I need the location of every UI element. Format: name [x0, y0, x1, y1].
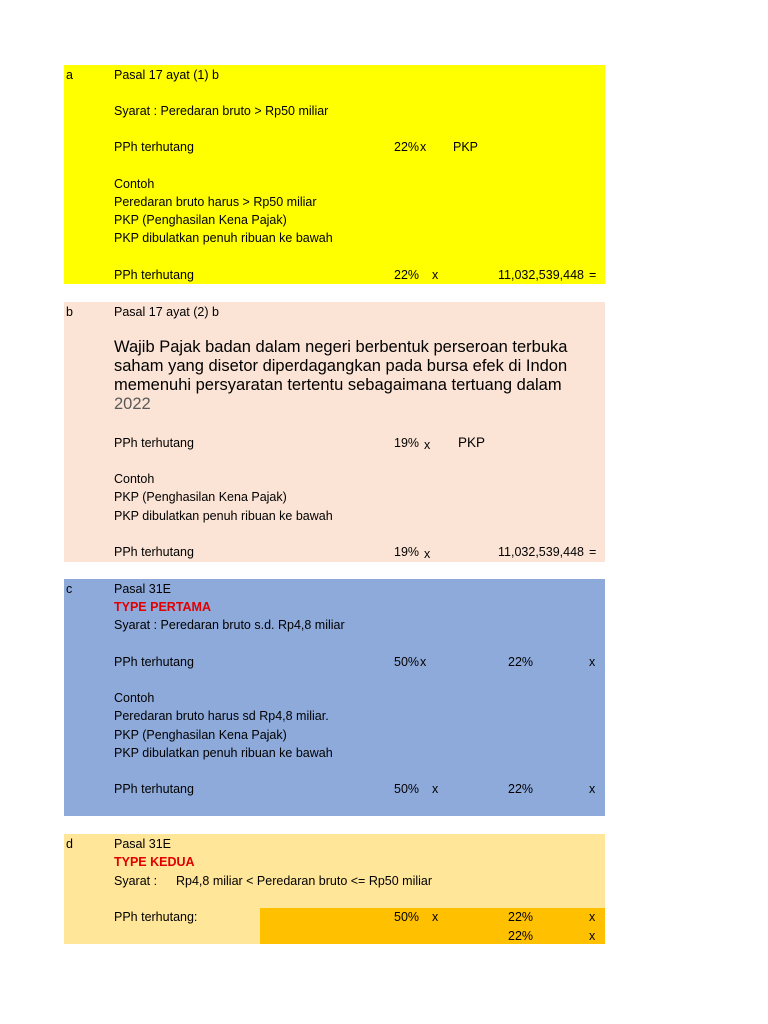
section-a-x: x [420, 140, 427, 154]
section-a-contoh: Contoh [114, 177, 155, 191]
section-b-calc-value: 11,032,539,448 [498, 545, 584, 559]
section-b-contoh: Contoh [114, 472, 155, 486]
section-b-desc-line-1: Wajib Pajak badan dalam negeri berbentuk perseroan terbuka [114, 338, 568, 356]
section-b-description [114, 338, 605, 418]
section-b-letter: b [66, 305, 73, 319]
section-b-line-bulat: PKP dibulatkan penuh ribuan ke bawah [114, 509, 333, 523]
section-c-type: TYPE PERTAMA [114, 600, 211, 614]
section-b-calc-label: PPh terhutang [114, 545, 194, 559]
section-a-line-bulat: PKP dibulatkan penuh ribuan ke bawah [114, 231, 333, 245]
section-d-rate3: 22% [508, 929, 534, 943]
section-c-calc-label: PPh terhutang [114, 782, 194, 796]
section-d-x1: x [432, 910, 439, 924]
section-d-pasal: Pasal 31E [114, 837, 171, 851]
section-c-x2: x [589, 655, 596, 669]
section-c-line-bulat: PKP dibulatkan penuh ribuan ke bawah [114, 746, 333, 760]
section-b-x: x [424, 438, 431, 452]
section-c-calc-x2: x [589, 782, 596, 796]
section-a-calc-eq: = [589, 268, 597, 282]
section-d-syarat-label: Syarat : [114, 874, 158, 888]
section-b-pph-label: PPh terhutang [114, 436, 194, 450]
section-c-letter: c [66, 582, 73, 596]
section-a-pkp: PKP [453, 140, 479, 154]
section-c-calc-x1: x [432, 782, 439, 796]
section-c-calc-rate2: 22% [508, 782, 534, 796]
section-d-x3: x [589, 929, 596, 943]
section-a-calc-rate: 22% [394, 268, 420, 282]
section-a-pasal: Pasal 17 ayat (1) b [114, 68, 219, 82]
section-c-line-peredaran: Peredaran bruto harus sd Rp4,8 miliar. [114, 709, 329, 723]
section-a-rate: 22% [394, 140, 420, 154]
section-c-line-pkp: PKP (Penghasilan Kena Pajak) [114, 728, 287, 742]
section-c-pph-label: PPh terhutang [114, 655, 194, 669]
section-a-pph-label: PPh terhutang [114, 140, 194, 154]
section-b-rate: 19% [394, 436, 420, 450]
section-a-calc-label: PPh terhutang [114, 268, 194, 282]
section-d-x2: x [589, 910, 596, 924]
section-a-letter: a [66, 68, 73, 82]
section-d-pph-label: PPh terhutang: [114, 910, 198, 924]
section-c-rate2: 22% [508, 655, 534, 669]
section-b-pasal: Pasal 17 ayat (2) b [114, 305, 219, 319]
section-c-rate1: 50% [394, 655, 420, 669]
section-a-calc-x: x [432, 268, 439, 282]
section-c-contoh: Contoh [114, 691, 155, 705]
section-b-desc-line-2: saham yang disetor diperdagangkan pada bursa efek di Indon [114, 357, 568, 375]
section-d-rate1: 50% [394, 910, 420, 924]
section-c-x1: x [420, 655, 427, 669]
section-d-type: TYPE KEDUA [114, 855, 195, 869]
section-a-line-peredaran: Peredaran bruto harus > Rp50 miliar [114, 195, 317, 209]
section-d-rate2: 22% [508, 910, 534, 924]
section-b-calc-rate: 19% [394, 545, 420, 559]
section-a-panel [64, 65, 605, 284]
section-b-pkp: PKP [458, 435, 486, 450]
section-c-calc-rate1: 50% [394, 782, 420, 796]
section-b-calc-x: x [424, 547, 431, 561]
section-a-syarat: Syarat : Peredaran bruto > Rp50 miliar [114, 104, 329, 118]
section-a-calc-value: 11,032,539,448 [498, 268, 584, 282]
section-c-syarat: Syarat : Peredaran bruto s.d. Rp4,8 miliar [114, 618, 345, 632]
section-c-pasal: Pasal 31E [114, 582, 171, 596]
section-b-line-pkp: PKP (Penghasilan Kena Pajak) [114, 490, 287, 504]
section-b-desc-line-3: memenuhi persyaratan tertentu sebagaimana tertuang dalam [114, 376, 562, 394]
section-d-letter: d [66, 837, 73, 851]
section-b-desc-line-4: 2022 [114, 395, 151, 413]
section-b-calc-eq: = [589, 545, 597, 559]
section-d-syarat-value: Rp4,8 miliar < Peredaran bruto <= Rp50 miliar [176, 874, 433, 888]
section-a-line-pkp: PKP (Penghasilan Kena Pajak) [114, 213, 287, 227]
